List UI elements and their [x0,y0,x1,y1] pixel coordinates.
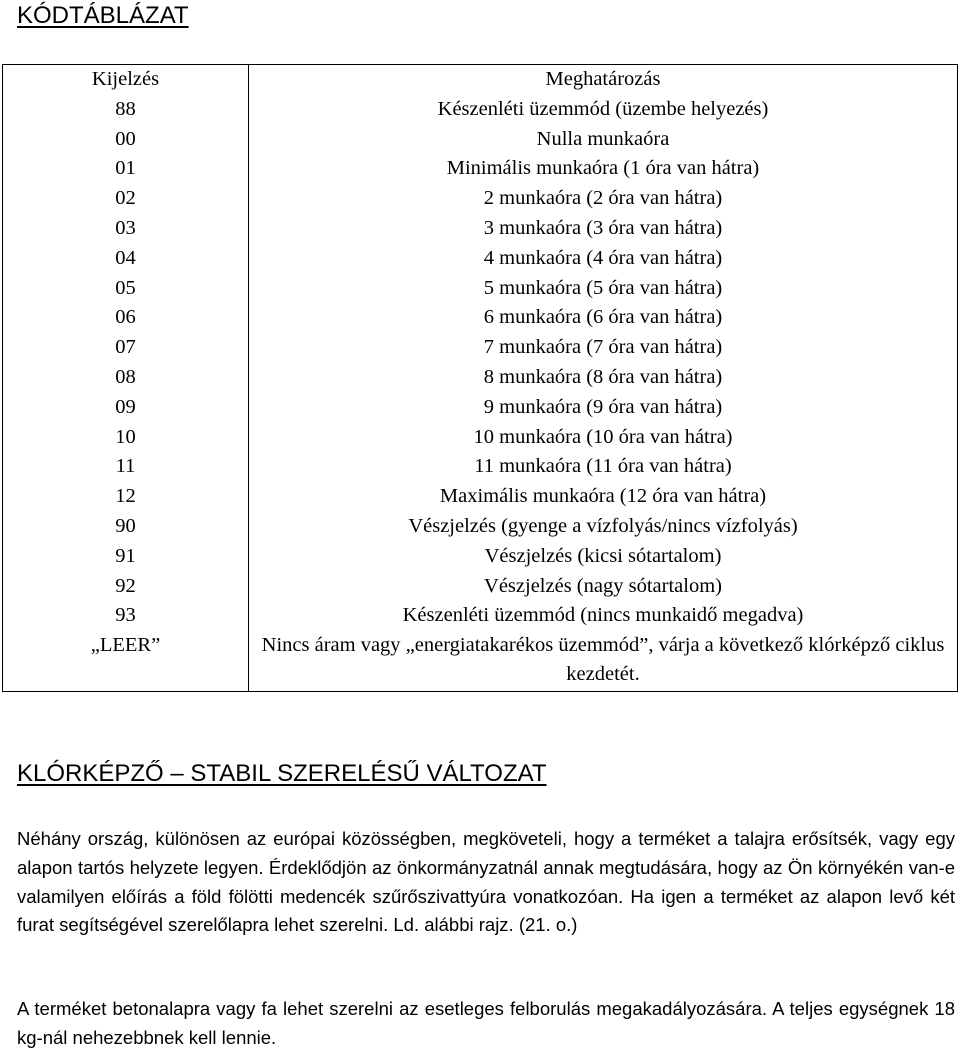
table-row [3,482,958,512]
section-title: KLÓRKÉPZŐ – STABIL SZERELÉSŰ VÁLTOZAT [17,760,547,787]
code-cell: 92 [3,572,249,602]
code-cell: 07 [3,333,249,363]
header-meaning: Meghatározás [249,65,958,95]
header-code: Kijelzés [3,65,249,95]
table-row [3,303,958,333]
code-cell: 06 [3,303,249,333]
paragraph-mounting-requirements: Néhány ország, különösen az európai közösségben, megköveteli, hogy a terméket a talajra erősítsék, vagy egy alapon tartós helyzete legyen. Érdeklődjön az önkormányzatnál annak megtudására, hogy az Ön környékén van-e valamilyen előírás a föld fölötti medencék szűrőszivattyúra vonatkozóan. Ha igen a terméket az alapon levő két furat segítségével szerelőlapra lehet szerelni. Ld. alábbi rajz. (21. o.) [17,828,955,936]
code-cell: 00 [3,125,249,155]
code-table [2,64,958,692]
table-row [3,333,958,363]
code-cell: „LEER” [3,631,249,692]
code-table-title: KÓDTÁBLÁZAT [17,2,189,29]
meaning-cell: 7 munkaóra (7 óra van hátra) [249,333,958,363]
table-row [3,363,958,393]
table-row [3,423,958,453]
table-row [3,244,958,274]
table-header-row [3,65,958,95]
meaning-cell: Vészjelzés (kicsi sótartalom) [249,542,958,572]
table-row [3,154,958,184]
meaning-cell: 11 munkaóra (11 óra van hátra) [249,452,958,482]
code-cell: 02 [3,184,249,214]
table-row [3,274,958,304]
meaning-cell: 9 munkaóra (9 óra van hátra) [249,393,958,423]
code-cell: 01 [3,154,249,184]
code-cell: 08 [3,363,249,393]
code-cell: 10 [3,423,249,453]
meaning-cell: 5 munkaóra (5 óra van hátra) [249,274,958,304]
table-row [3,184,958,214]
table-row [3,214,958,244]
paragraph-weight-note: A terméket betonalapra vagy fa lehet szerelni az esetleges felborulás megakadályozására. A teljes egységnek 18 kg-nál nehezebbnek kell lennie. [17,998,955,1048]
code-cell: 04 [3,244,249,274]
code-cell: 03 [3,214,249,244]
table-row [3,125,958,155]
meaning-cell: 8 munkaóra (8 óra van hátra) [249,363,958,393]
meaning-cell: Vészjelzés (gyenge a vízfolyás/nincs vízfolyás) [249,512,958,542]
meaning-cell: Nincs áram vagy „energiatakarékos üzemmód”, várja a következő klórképző ciklus kezdetét. [249,631,958,692]
code-cell: 05 [3,274,249,304]
table-row [3,601,958,631]
code-cell: 91 [3,542,249,572]
table-row [3,572,958,602]
code-cell: 88 [3,95,249,125]
meaning-cell: Maximális munkaóra (12 óra van hátra) [249,482,958,512]
meaning-cell: 2 munkaóra (2 óra van hátra) [249,184,958,214]
table-row [3,452,958,482]
table-row [3,542,958,572]
meaning-cell: 3 munkaóra (3 óra van hátra) [249,214,958,244]
meaning-cell: Nulla munkaóra [249,125,958,155]
meaning-cell: Minimális munkaóra (1 óra van hátra) [249,154,958,184]
meaning-cell: Készenléti üzemmód (nincs munkaidő megadva) [249,601,958,631]
code-cell: 12 [3,482,249,512]
table-row [3,393,958,423]
code-cell: 90 [3,512,249,542]
code-cell: 09 [3,393,249,423]
code-cell: 93 [3,601,249,631]
table-row [3,512,958,542]
meaning-cell: 4 munkaóra (4 óra van hátra) [249,244,958,274]
code-cell: 11 [3,452,249,482]
meaning-cell: Vészjelzés (nagy sótartalom) [249,572,958,602]
meaning-cell: Készenléti üzemmód (üzembe helyezés) [249,95,958,125]
meaning-cell: 6 munkaóra (6 óra van hátra) [249,303,958,333]
table-row [3,631,958,692]
table-row [3,95,958,125]
meaning-cell: 10 munkaóra (10 óra van hátra) [249,423,958,453]
